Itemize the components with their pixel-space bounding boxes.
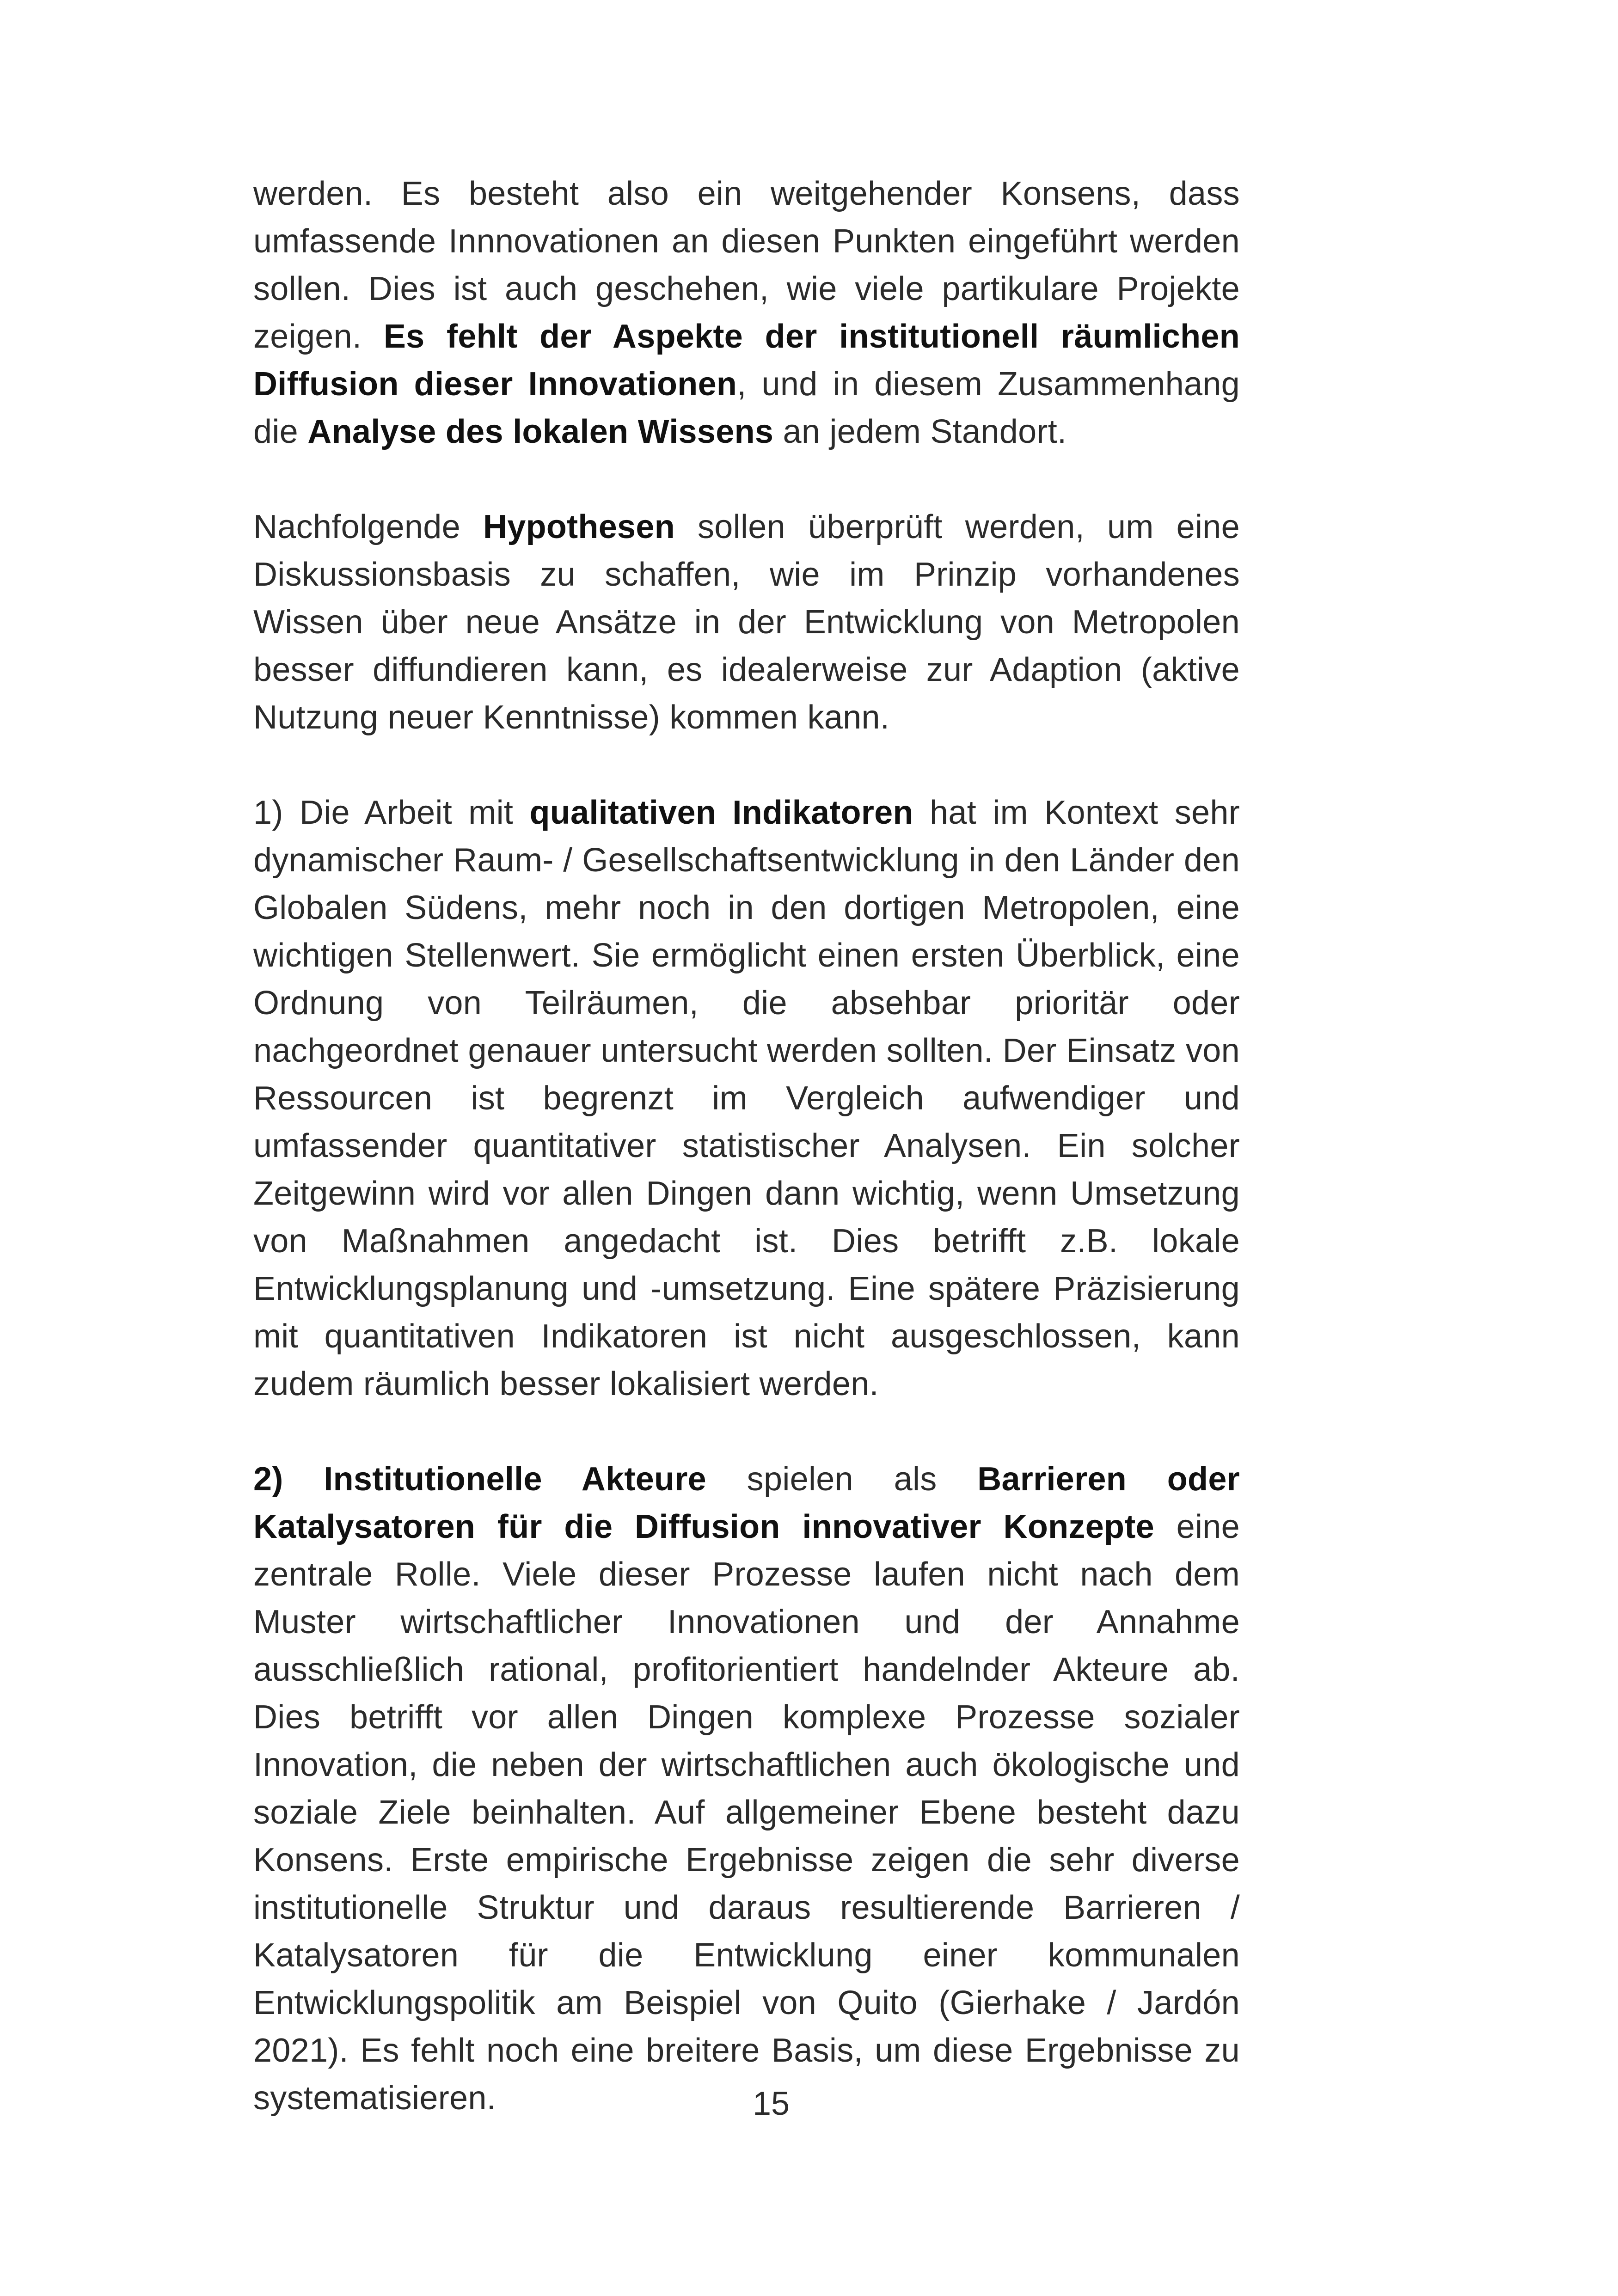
- text-segment: sollen überprüft werden, um eine Diskussionsbasis zu schaffen, wie im Prinzip vorhandenes Wissen über neue Ansätze in der Entwicklung von Metropolen besser diffundieren kann, es idealerweise zur Adaption (aktive Nutzung neuer Kenntnisse) kommen kann.: [253, 508, 1240, 736]
- bold-text-segment: Hypothesen: [483, 508, 675, 545]
- text-segment: Nachfolgende: [253, 508, 483, 545]
- paragraph-consensus: [253, 170, 1240, 456]
- text-segment: spielen als: [706, 1461, 978, 1498]
- bold-text-segment: qualitativen Indikatoren: [529, 794, 913, 831]
- paragraph-hypothesis-2: [253, 1456, 1240, 2122]
- bold-text-segment: 2) Institutionelle Akteure: [253, 1461, 706, 1498]
- text-segment: eine zentrale Rolle. Viele dieser Prozesse laufen nicht nach dem Muster wirtschaftlicher Innovationen und der Annahme ausschließlich rational, profitorientiert handelnder Akteure ab. Dies betrifft vor allen Dingen komplexe Prozesse sozialer Innovation, die neben der wirtschaftlichen auch ökologische und soziale Ziele beinhalten. Auf allgemeiner Ebene besteht dazu Konsens. Erste empirische Ergebnisse zeigen die sehr diverse institutionelle Struktur und daraus resultierende Barrieren / Katalysatoren für die Entwicklung einer kommunalen Entwicklungspolitik am Beispiel von Quito (Gierhake / Jardón 2021). Es fehlt noch eine breitere Basis, um diese Ergebnisse zu systematisieren.: [253, 1508, 1240, 2117]
- text-segment: , und in diesem Zusammenhang die: [253, 366, 1240, 450]
- bold-text-segment: Barrieren oder Katalysatoren für die Diffusion innovativer Konzepte: [253, 1461, 1240, 1545]
- body-text: [253, 170, 1240, 2122]
- paragraph-hypotheses-intro: [253, 503, 1240, 741]
- text-segment: hat im Kontext sehr dynamischer Raum- / Gesellschaftsentwicklung in den Länder den Globalen Südens, mehr noch in den dortigen Metropolen, eine wichtigen Stellenwert. Sie ermöglicht einen ersten Überblick, eine Ordnung von Teilräumen, die absehbar prioritär oder nachgeordnet genauer untersucht werden sollten. Der Einsatz von Ressourcen ist begrenzt im Vergleich aufwendiger und umfassender quantitativer statistischer Analysen. Ein solcher Zeitgewinn wird vor allen Dingen dann wichtig, wenn Umsetzung von Maßnahmen angedacht ist. Dies betrifft z.B. lokale Entwicklungsplanung und -umsetzung. Eine spätere Präzisierung mit quantitativen Indikatoren ist nicht ausgeschlossen, kann zudem räumlich besser lokalisiert werden.: [253, 794, 1240, 1402]
- paragraph-hypothesis-1: [253, 789, 1240, 1408]
- bold-text-segment: Analyse des lokalen Wissens: [307, 413, 774, 450]
- text-segment: 1) Die Arbeit mit: [253, 794, 530, 831]
- page-number: 15: [752, 2085, 790, 2122]
- bold-text-segment: Es fehlt der Aspekte der institutionell räumlichen Diffusion dieser Innovationen: [253, 318, 1240, 403]
- text-segment: werden. Es besteht also ein weitgehender Konsens, dass umfassende Innnovationen an diesen Punkten eingeführt werden sollen. Dies ist auch geschehen, wie viele partikulare Projekte zeigen.: [253, 175, 1240, 355]
- text-segment: an jedem Standort.: [773, 413, 1067, 450]
